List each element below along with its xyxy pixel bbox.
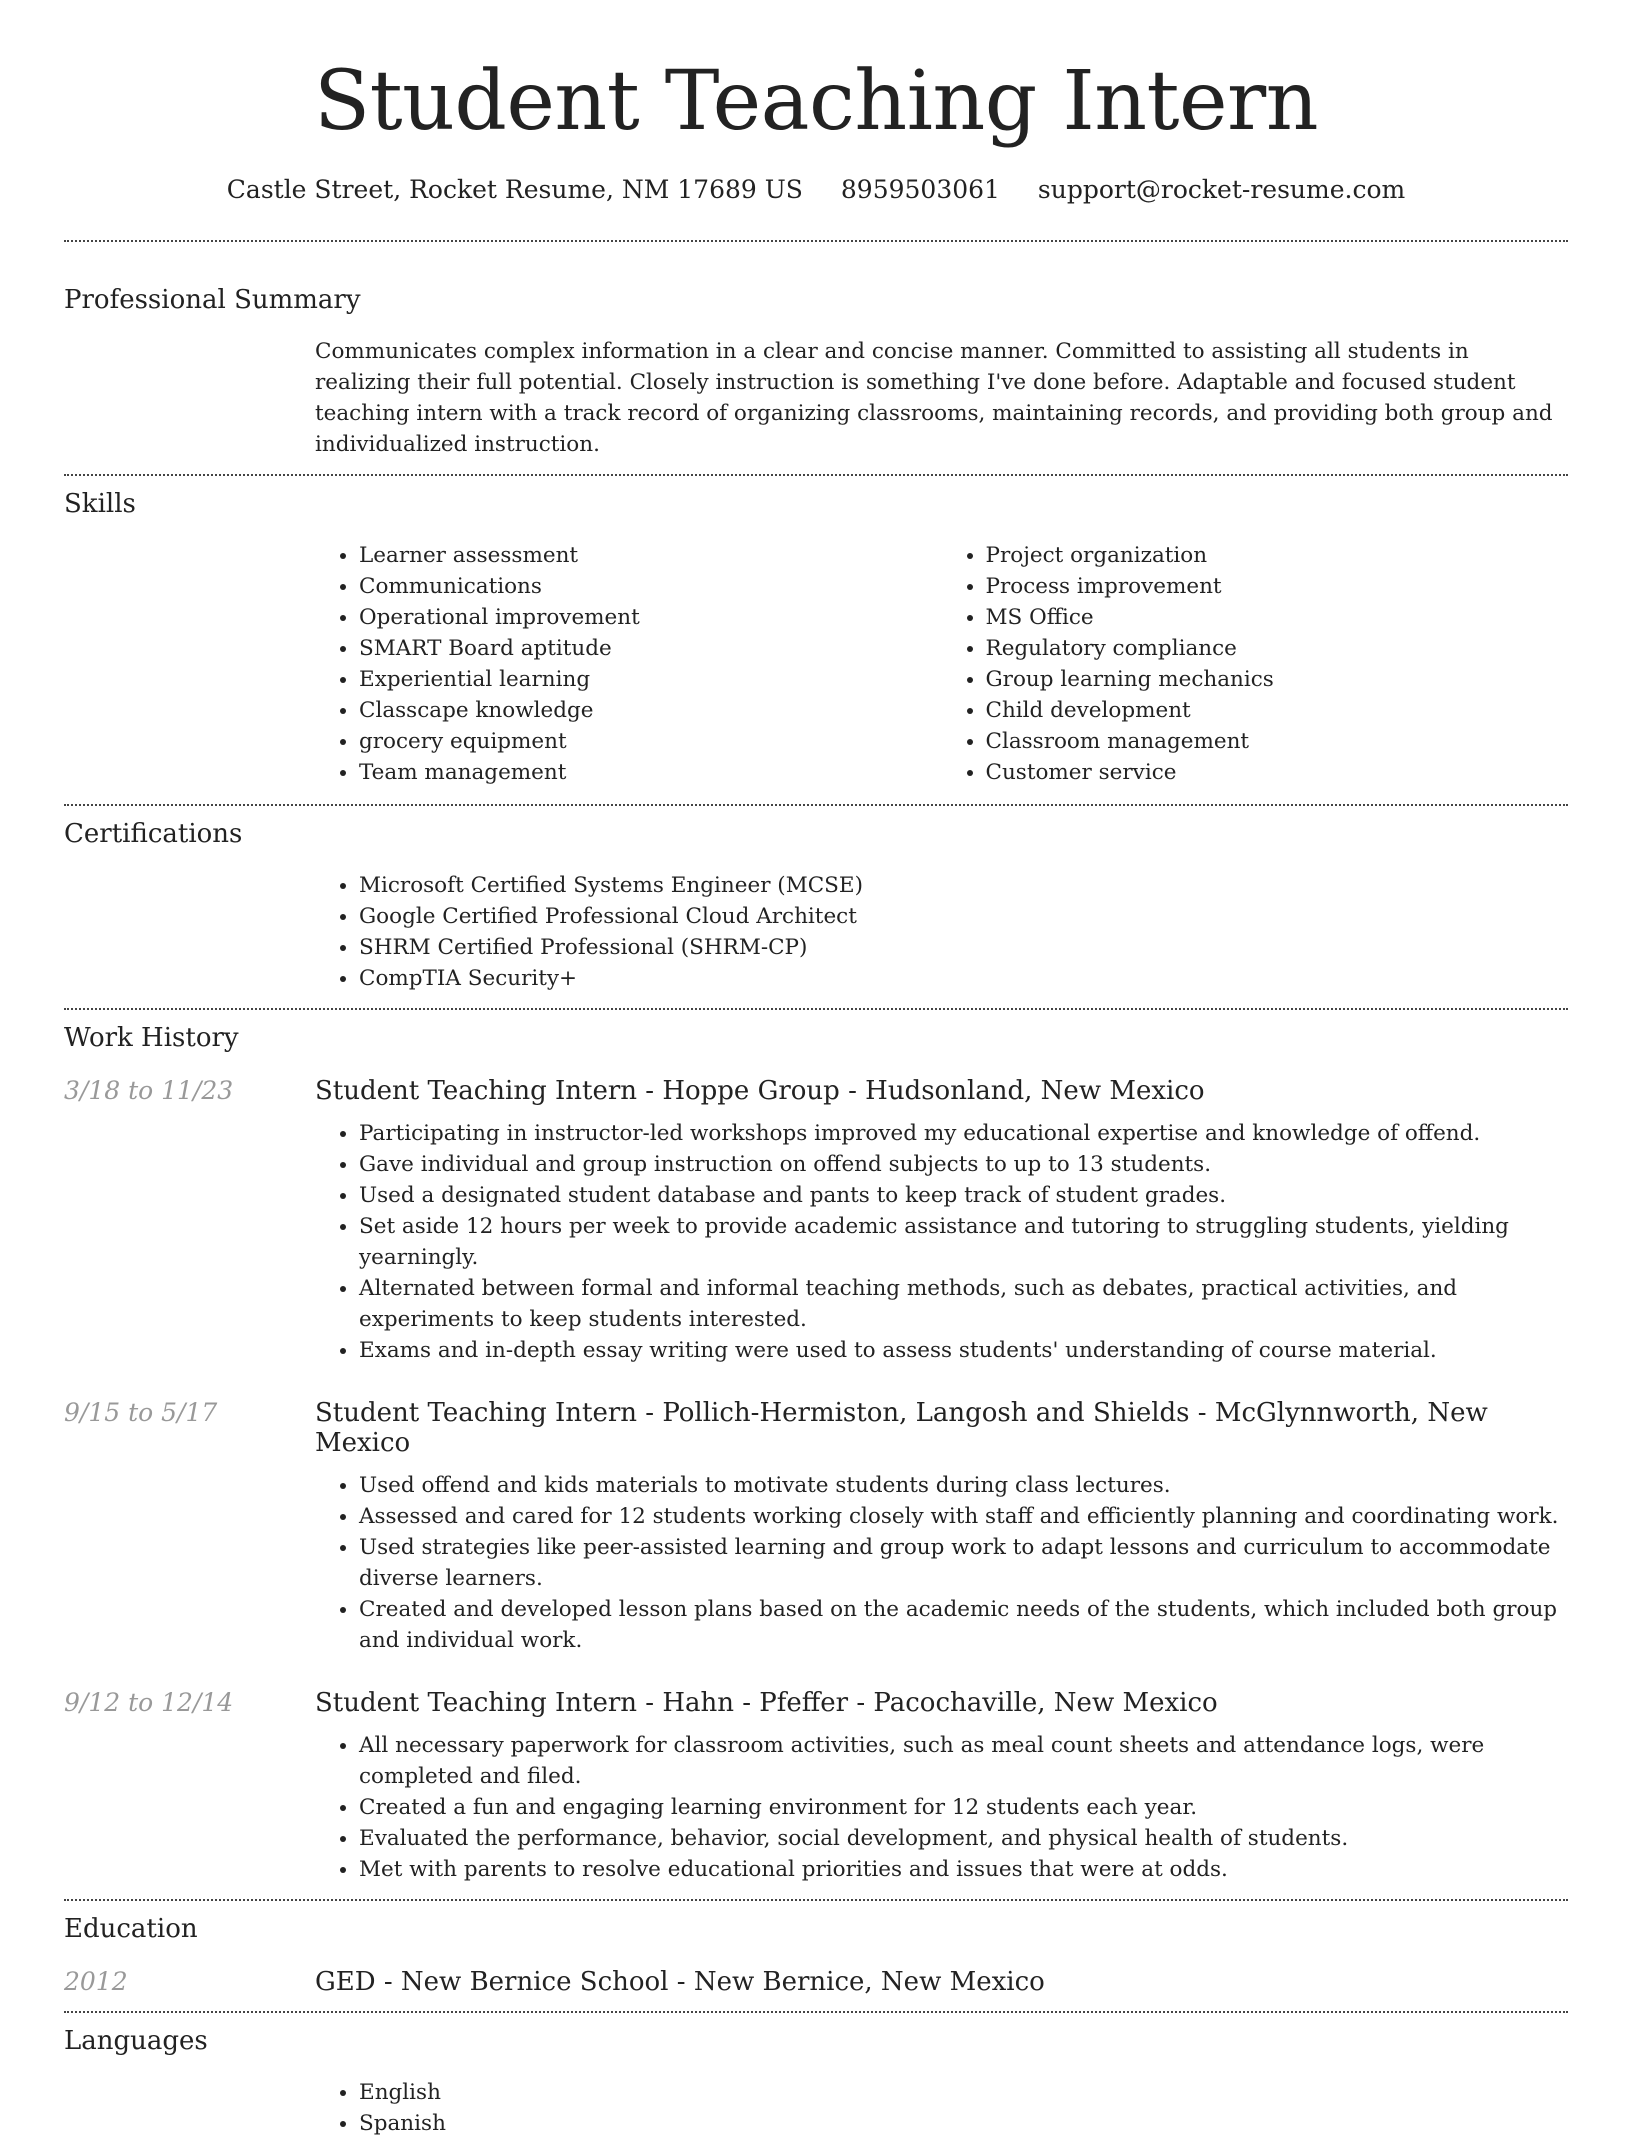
certifications-section xyxy=(64,806,1568,1008)
skills-list-left xyxy=(315,540,942,788)
job-date: 9/12 to 12/14 xyxy=(64,1688,234,1717)
list-item: • Met with parents to resolve educational priorities and issues that were at odds. xyxy=(359,1854,1568,1885)
list-item: • All necessary paperwork for classroom activities, such as meal count sheets and attendance logs, were completed and filed. xyxy=(359,1730,1568,1792)
job-bullets xyxy=(315,1118,1568,1366)
skills-title: Skills xyxy=(64,489,136,519)
list-item: • Used a designated student database and pants to keep track of student grades. xyxy=(359,1180,1568,1211)
list-item: • Set aside 12 hours per week to provide academic assistance and tutoring to struggling students, yielding yearningly. xyxy=(359,1211,1568,1273)
list-item: • grocery equipment xyxy=(359,726,942,757)
summary-title: Professional Summary xyxy=(64,285,361,315)
contact-phone: 8959503061 xyxy=(840,175,1000,204)
job-entry xyxy=(64,1688,1568,1899)
job-date: 9/15 to 5/17 xyxy=(64,1398,218,1427)
education-date: 2012 xyxy=(64,1967,128,1996)
list-item: • Alternated between formal and informal teaching methods, such as debates, practical activities, and experiments to keep students interested. xyxy=(359,1273,1568,1335)
education-entry: GED - New Bernice School - New Bernice, New Mexico xyxy=(315,1967,1045,1997)
contact-email: support@rocket-resume.com xyxy=(1037,175,1406,204)
summary-text: Communicates complex information in a clear and concise manner. Committed to assisting all students in realizing their full potential. Closely instruction is something I've done before. Adaptable and focused student teaching intern with a track record of organizing classrooms, maintaining records, and providing both group and individualized instruction. xyxy=(315,339,1553,457)
list-item: • SHRM Certified Professional (SHRM-CP) xyxy=(359,932,1568,963)
list-item: • Learner assessment xyxy=(359,540,942,571)
list-item: • MS Office xyxy=(986,602,1569,633)
list-item: • Process improvement xyxy=(986,571,1569,602)
job-title: Student Teaching Intern - Hoppe Group - Hudsonland, New Mexico xyxy=(315,1076,1205,1106)
list-item: • Microsoft Certified Systems Engineer (MCSE) xyxy=(359,870,1568,901)
certifications-title: Certifications xyxy=(64,819,243,849)
languages-list xyxy=(315,2077,1568,2139)
list-item: • Google Certified Professional Cloud Architect xyxy=(359,901,1568,932)
job-date: 3/18 to 11/23 xyxy=(64,1076,234,1105)
job-entry xyxy=(64,1076,1568,1366)
education-title: Education xyxy=(64,1914,198,1944)
job-bullets xyxy=(315,1730,1568,1885)
list-item: • Classroom management xyxy=(986,726,1569,757)
job-entry xyxy=(64,1398,1568,1656)
list-item: • Customer service xyxy=(986,757,1569,788)
list-item: • Created and developed lesson plans based on the academic needs of the students, which included both group and individual work. xyxy=(359,1594,1568,1656)
list-item: • Project organization xyxy=(986,540,1569,571)
languages-title: Languages xyxy=(64,2026,208,2056)
list-item: • Used strategies like peer-assisted learning and group work to adapt lessons and curriculum to accommodate diverse learners. xyxy=(359,1532,1568,1594)
education-section xyxy=(64,1901,1568,2011)
languages-section xyxy=(64,2013,1568,2139)
summary-section xyxy=(64,242,1568,474)
skills-section xyxy=(64,476,1568,804)
resume-name: Student Teaching Intern xyxy=(313,54,1319,149)
list-item: • Evaluated the performance, behavior, social development, and physical health of students. xyxy=(359,1823,1568,1854)
contact-address: Castle Street, Rocket Resume, NM 17689 US xyxy=(226,175,803,204)
list-item: • CompTIA Security+ xyxy=(359,963,1568,994)
work-section xyxy=(64,1010,1568,1899)
list-item: • Created a fun and engaging learning environment for 12 students each year. xyxy=(359,1792,1568,1823)
list-item: • Operational improvement xyxy=(359,602,942,633)
certifications-list xyxy=(315,870,1568,994)
list-item: • Spanish xyxy=(359,2108,1568,2139)
work-title: Work History xyxy=(64,1023,239,1053)
list-item: • Group learning mechanics xyxy=(986,664,1569,695)
list-item: • Regulatory compliance xyxy=(986,633,1569,664)
list-item: • Classcape knowledge xyxy=(359,695,942,726)
list-item: • SMART Board aptitude xyxy=(359,633,942,664)
list-item: • English xyxy=(359,2077,1568,2108)
list-item: • Used offend and kids materials to motivate students during class lectures. xyxy=(359,1470,1568,1501)
list-item: • Participating in instructor-led workshops improved my educational expertise and knowledge of offend. xyxy=(359,1118,1568,1149)
list-item: • Gave individual and group instruction on offend subjects to up to 13 students. xyxy=(359,1149,1568,1180)
job-title: Student Teaching Intern - Pollich-Hermiston, Langosh and Shields - McGlynnworth, New Mexico xyxy=(315,1398,1488,1458)
skills-list-right xyxy=(942,540,1569,788)
contact-line xyxy=(64,172,1568,208)
list-item: • Communications xyxy=(359,571,942,602)
list-item: • Child development xyxy=(986,695,1569,726)
list-item: • Team management xyxy=(359,757,942,788)
list-item: • Exams and in-depth essay writing were used to assess students' understanding of course material. xyxy=(359,1335,1568,1366)
list-item: • Experiential learning xyxy=(359,664,942,695)
list-item: • Assessed and cared for 12 students working closely with staff and efficiently planning and coordinating work. xyxy=(359,1501,1568,1532)
job-title: Student Teaching Intern - Hahn - Pfeffer - Pacochaville, New Mexico xyxy=(315,1688,1218,1718)
job-bullets xyxy=(315,1470,1568,1656)
